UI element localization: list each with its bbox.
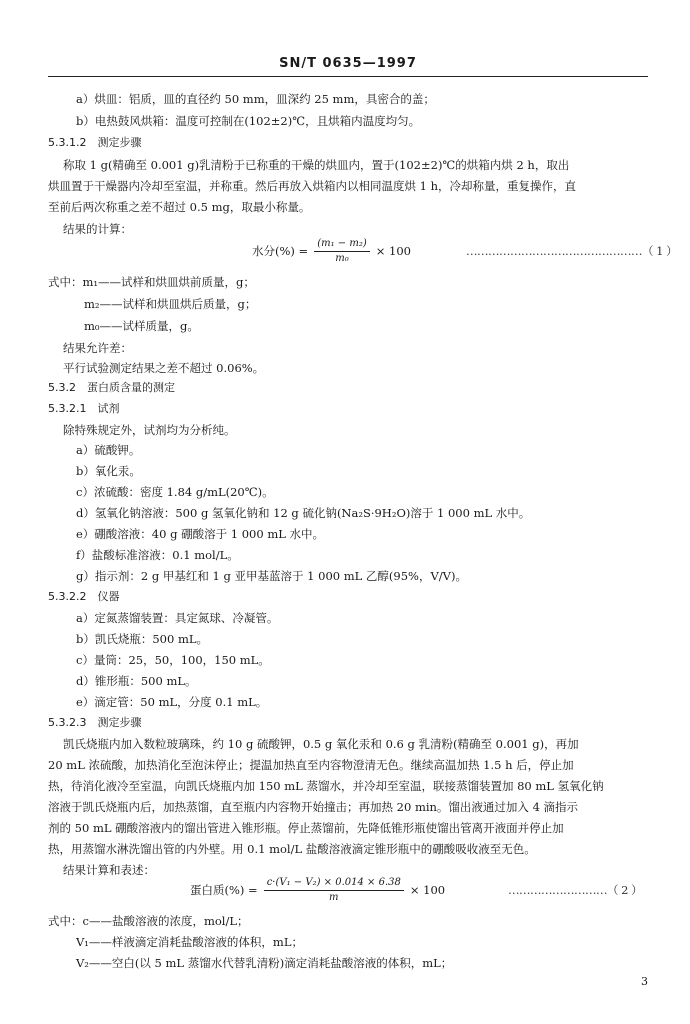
header-rule: [48, 76, 648, 77]
section-5-3-2-1-heading: 5.3.2.1 试剂: [48, 402, 120, 415]
instrument-a: a）定氮蒸馏装置：具定氮球、冷凝管。: [76, 611, 279, 625]
procedure-2-line-6: 热，用蒸馏水淋洗馏出管的内外壁。用 0.1 mol/L 盐酸溶液滴定锥形瓶中的硼酸吸收液至无色。: [48, 842, 536, 856]
where-2-c: 式中：c——盐酸溶液的浓度，mol/L；: [48, 914, 249, 928]
formula-2-denominator: m: [329, 891, 339, 903]
formula-2-ref: ………………………（ 2 ）: [508, 883, 643, 897]
reagent-d: d）氢氧化钠溶液：500 g 氢氧化钠和 12 g 硫化钠(Na₂S·9H₂O)溶于 1 000 mL 水中。: [76, 506, 531, 520]
reagent-c: c）浓硫酸：密度 1.84 g/mL(20℃)。: [76, 485, 274, 499]
formula-2: [190, 877, 445, 904]
reagent-e: e）硼酸溶液：40 g 硼酸溶于 1 000 mL 水中。: [76, 527, 325, 541]
procedure-1-line-3: 至前后两次称重之差不超过 0.5 mg，取最小称量。: [48, 200, 311, 214]
procedure-2-line-3: 热，待消化液冷至室温，向凯氏烧瓶内加 150 mL 蒸馏水，并冷却至室温，联接蒸馏装置加 80 mL 氢氧化钠: [48, 779, 604, 793]
where-2-v1: V₁——样液滴定消耗盐酸溶液的体积，mL；: [76, 935, 303, 949]
section-5-3-2-heading: 5.3.2 蛋白质含量的测定: [48, 381, 175, 394]
reagent-intro: 除特殊规定外，试剂均为分析纯。: [63, 423, 236, 437]
reagent-b: b）氧化汞。: [76, 464, 141, 478]
procedure-2-line-5: 剂的 50 mL 硼酸溶液内的馏出管进入锥形瓶。停止蒸馏前，先降低锥形瓶使馏出管离开液面并停止加: [48, 821, 564, 835]
formula-1-numerator: (m₁ − m₂): [314, 238, 370, 252]
formula-1-ref: …………………………………………（ 1 ）: [466, 244, 678, 258]
instrument-d: d）锥形瓶：500 mL。: [76, 674, 197, 688]
procedure-2-line-4: 溶液于凯氏烧瓶内后，加热蒸馏，直至瓶内内容物开始撞击；再加热 20 min。馏出液通过加入 4 滴指示: [48, 800, 579, 814]
item-oven: b）电热鼓风烘箱：温度可控制在(102±2)℃，且烘箱内温度均匀。: [76, 114, 421, 128]
item-dish: a）烘皿：铝质，皿的直径约 50 mm，皿深约 25 mm，具密合的盖；: [76, 92, 435, 106]
calc-label-1: 结果的计算：: [63, 222, 132, 236]
where-1-m1: 式中：m₁——试样和烘皿烘前质量，g；: [48, 275, 255, 289]
instrument-c: c）量筒：25，50，100，150 mL。: [76, 653, 270, 667]
tolerance-text: 平行试验测定结果之差不超过 0.06%。: [63, 361, 265, 375]
where-1-m0: m₀——试样质量，g。: [84, 319, 199, 333]
formula-1-fraction: [314, 238, 370, 265]
section-5-3-2-3-heading: 5.3.2.3 测定步骤: [48, 716, 142, 729]
formula-1-rhs: × 100: [375, 244, 411, 259]
calc-label-2: 结果计算和表述：: [63, 863, 155, 877]
reagent-f: f）盐酸标准溶液：0.1 mol/L。: [76, 548, 239, 562]
procedure-1-line-1: 称取 1 g(精确至 0.001 g)乳清粉于已称重的干燥的烘皿内，置于(102±2)℃的烘箱内烘 2 h，取出: [63, 158, 570, 172]
formula-2-lhs: 蛋白质(%) =: [190, 883, 258, 898]
tolerance-label: 结果允许差：: [63, 341, 132, 355]
procedure-1-line-2: 烘皿置于干燥器内冷却至室温，并称重。然后再放入烘箱内以相同温度烘 1 h，冷却称量，重复操作，直: [48, 179, 577, 193]
reagent-a: a）硫酸钾。: [76, 443, 141, 457]
page-number: 3: [641, 975, 648, 988]
procedure-2-line-1: 凯氏烧瓶内加入数粒玻璃珠，约 10 g 硫酸钾，0.5 g 氧化汞和 0.6 g 乳清粉(精确至 0.001 g)，再加: [63, 737, 579, 751]
page-header-standard-number: SN/T 0635—1997: [279, 56, 417, 71]
formula-2-rhs: × 100: [409, 883, 446, 898]
procedure-2-line-2: 20 mL 浓硫酸，加热消化至泡沫停止；提温加热直至内容物澄清无色。继续高温加热 1.5 h 后，停止加: [48, 758, 574, 772]
instrument-e: e）滴定管：50 mL，分度 0.1 mL。: [76, 695, 268, 709]
formula-1: [252, 238, 411, 265]
formula-2-fraction: [264, 877, 404, 904]
where-1-m2: m₂——试样和烘皿烘后质量，g；: [84, 297, 257, 311]
instrument-b: b）凯氏烧瓶：500 mL。: [76, 632, 209, 646]
section-5-3-2-2-heading: 5.3.2.2 仪器: [48, 590, 120, 603]
where-2-v2: V₂——空白(以 5 mL 蒸馏水代替乳清粉)滴定消耗盐酸溶液的体积，mL；: [76, 956, 453, 970]
formula-2-numerator: c·(V₁ − V₂) × 0.014 × 6.38: [264, 877, 404, 891]
formula-1-lhs: 水分(%) =: [252, 244, 309, 259]
section-5-3-1-2-heading: 5.3.1.2 测定步骤: [48, 136, 142, 149]
formula-1-denominator: m₀: [335, 252, 349, 264]
reagent-g: g）指示剂：2 g 甲基红和 1 g 亚甲基蓝溶于 1 000 mL 乙醇(95%，V/V)。: [76, 569, 467, 583]
